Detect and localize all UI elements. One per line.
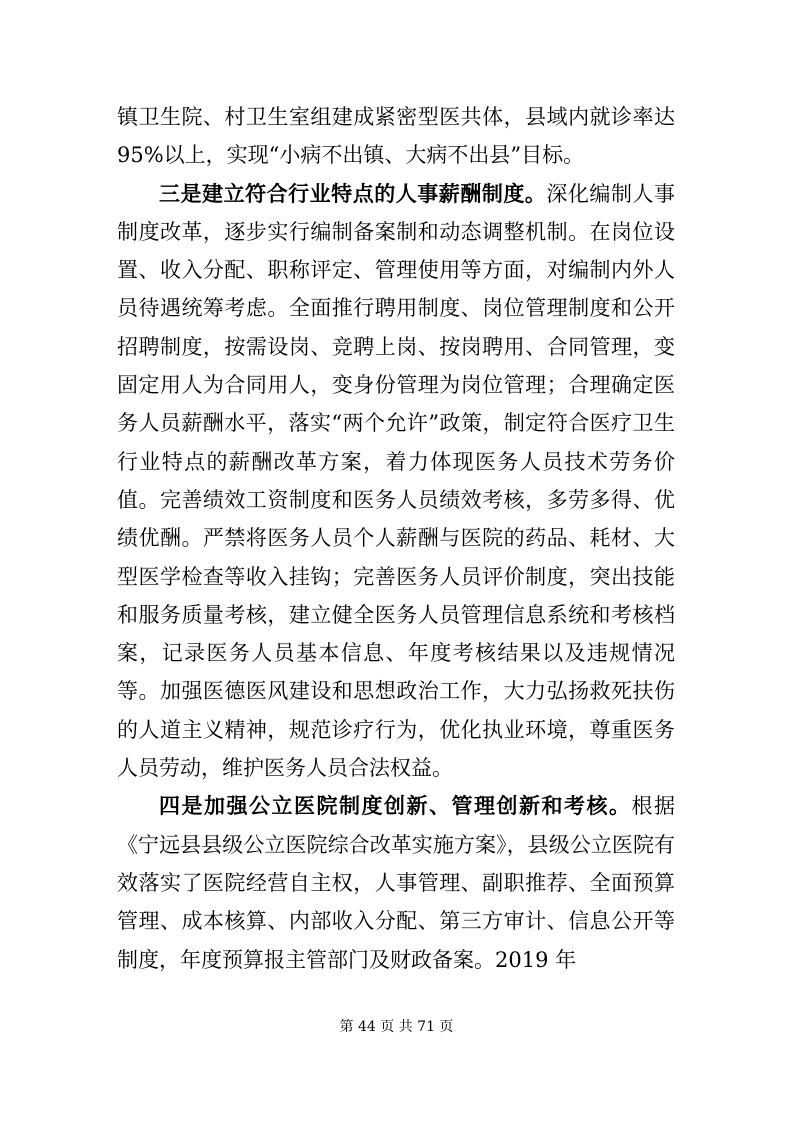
page-footer — [0, 1018, 793, 1036]
paragraph-3-text: 根据《宁远县县级公立医院综合改革实施方案》，县级公立医院有效落实了医院经营自主权，人事管理、副职推荐、全面预算管理、成本核算、内部收入分配、第三方审计、信息公开等制度，年度预算报主管部门及财政备案。2019 年 — [117, 794, 675, 972]
paragraph-1 — [117, 98, 675, 175]
document-body — [117, 98, 675, 979]
paragraph-3 — [117, 787, 675, 978]
paragraph-3-heading: 四是加强公立医院制度创新、管理创新和考核。 — [159, 793, 632, 819]
paragraph-2 — [117, 175, 675, 788]
paragraph-2-heading: 三是建立符合行业特点的人事薪酬制度。 — [159, 180, 547, 206]
page-number-label: 第 44 页 共 71 页 — [339, 1019, 454, 1035]
paragraph-1-text: 镇卫生院、村卫生室组建成紧密型医共体，县域内就诊率达 95%以上，实现“小病不出镇、大病不出县”目标。 — [117, 105, 675, 168]
paragraph-2-text: 深化编制人事制度改革，逐步实行编制备案制和动态调整机制。在岗位设置、收入分配、职称评定、管理使用等方面，对编制内外人员待遇统筹考虑。全面推行聘用制度、岗位管理制度和公开招聘制度，按需设岗、竞聘上岗、按岗聘用、合同管理，变固定用人为合同用人，变身份管理为岗位管理；合理确定医务人员薪酬水平，落实“两个允许”政策，制定符合医疗卫生行业特点的薪酬改革方案，着力体现医务人员技术劳务价值。完善绩效工资制度和医务人员绩效考核，多劳多得、优绩优酬。严禁将医务人员个人薪酬与医院的药品、耗材、大型医学检查等收入挂钩；完善医务人员评价制度，突出技能和服务质量考核，建立健全医务人员管理信息系统和考核档案，记录医务人员基本信息、年度考核结果以及违规情况等。加强医德医风建设和思想政治工作，大力弘扬救死扶伤的人道主义精神，规范诊疗行为，优化执业环境，尊重医务人员劳动，维护医务人员合法权益。 — [117, 181, 675, 781]
